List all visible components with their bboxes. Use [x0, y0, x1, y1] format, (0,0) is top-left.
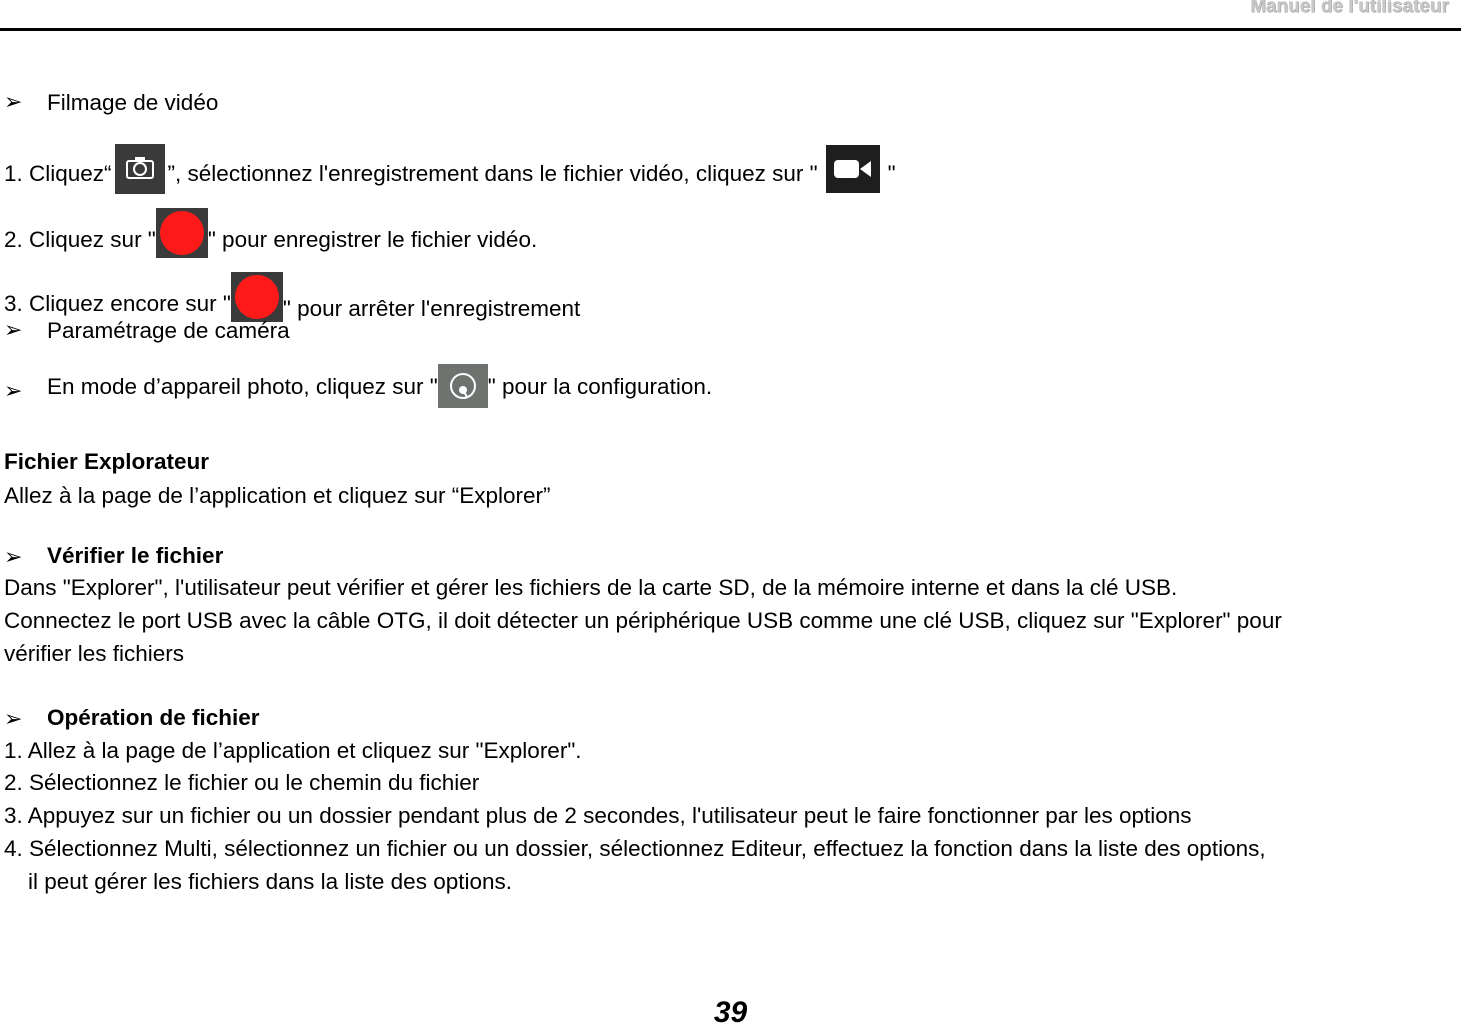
bullet-arrow-icon: ➢ — [4, 706, 23, 731]
explorer-intro: Allez à la page de l’application et cliquez sur “Explorer” — [4, 483, 551, 508]
bullet-camera-settings: Paramétrage de caméra — [47, 318, 290, 343]
page-number: 39 — [713, 996, 748, 1029]
video-camera-icon — [826, 145, 880, 193]
camera-icon — [115, 144, 165, 194]
bullet-arrow-icon: ➢ — [4, 317, 23, 342]
bullet-video-recording: Filmage de vidéo — [47, 90, 219, 115]
bullet-arrow-icon: ➢ — [4, 89, 23, 114]
stop-record-icon — [231, 272, 283, 322]
camera-settings-text-b: " pour la configuration. — [487, 373, 713, 399]
operation-step-2: 2. Sélectionnez le fichier ou le chemin du fichier — [4, 770, 480, 795]
operation-step-1: 1. Allez à la page de l’application et cliquez sur "Explorer". — [4, 738, 582, 763]
verify-line-2: Connectez le port USB avec la câble OTG, il doit détecter un périphérique USB comme une clé USB, cliquez sur "Explorer" pour — [4, 608, 1282, 633]
video-step-3-text-b: " pour arrêter l'enregistrement — [282, 295, 581, 321]
record-icon — [156, 208, 208, 258]
video-step-2-text-b: " pour enregistrer le fichier vidéo. — [207, 226, 538, 252]
subsection-operation-title: Opération de fichier — [47, 705, 260, 730]
operation-step-4: 4. Sélectionnez Multi, sélectionnez un fichier ou un dossier, sélectionnez Editeur, effectuez la fonction dans la liste des options, — [4, 836, 1266, 861]
running-header: Manuel de l'utilisateur — [1250, 0, 1449, 17]
video-step-1-text-c: " — [887, 160, 896, 186]
bullet-arrow-icon: ➢ — [4, 544, 23, 569]
video-step-1-text-b: ”, sélectionnez l'enregistrement dans le fichier vidéo, cliquez sur " — [167, 160, 818, 186]
operation-step-4-continued: il peut gérer les fichiers dans la liste des options. — [28, 869, 513, 894]
settings-icon — [438, 364, 488, 408]
video-step-1 — [4, 150, 896, 200]
video-step-3-text-a: 3. Cliquez encore sur " — [4, 290, 231, 316]
subsection-verify-title: Vérifier le fichier — [47, 543, 224, 568]
section-title: Fichier Explorateur — [4, 449, 210, 474]
video-step-2 — [4, 216, 537, 266]
verify-line-3: vérifier les fichiers — [4, 641, 185, 666]
camera-settings-line — [47, 366, 712, 410]
verify-line-1: Dans "Explorer", l'utilisateur peut vérifier et gérer les fichiers de la carte SD, de la mémoire interne et dans la clé USB. — [4, 575, 1178, 600]
header-rule — [0, 28, 1461, 31]
camera-settings-text-a: En mode d’appareil photo, cliquez sur " — [47, 373, 438, 399]
video-step-1-text-a: 1. Cliquez“ — [4, 160, 112, 186]
video-step-2-text-a: 2. Cliquez sur " — [4, 226, 156, 252]
operation-step-3: 3. Appuyez sur un fichier ou un dossier pendant plus de 2 secondes, l'utilisateur peut le faire fonctionner par les options — [4, 803, 1192, 828]
bullet-arrow-icon: ➢ — [4, 378, 23, 403]
